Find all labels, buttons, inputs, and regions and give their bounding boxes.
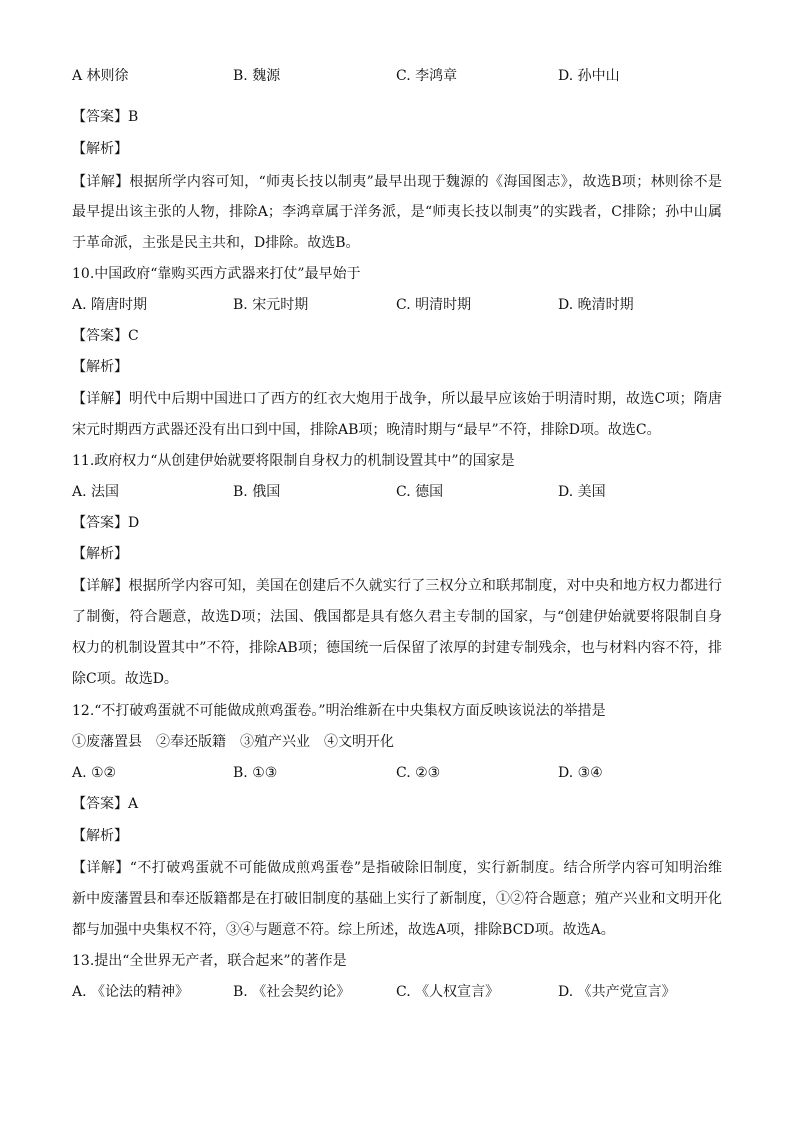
q9-detail-line-3: 于革命派，主张是民主共和，D排除。故选B。 [72,235,360,251]
q12-analysis-heading: 【解析】 [72,828,128,844]
q13-options [72,982,722,1002]
q12-stem: 12.“不打破鸡蛋就不可能做成煎鸡蛋卷。”明治维新在中央集权方面反映该说法的举措是 [72,703,606,719]
q10-option-d: D. 晚清时期 [558,297,634,313]
q10-answer: 【答案】C [72,328,139,344]
q10-option-b: B. 宋元时期 [233,297,309,313]
q12-option-a: A. ①② [72,765,117,781]
q11-detail-line-2: 了制衡，符合题意，故选D项；法国、俄国都是具有悠久君主专制的国家，与“创建伊始就要将限制自身 [72,609,722,625]
q12-detail-line-1: 【详解】“不打破鸡蛋就不可能做成煎鸡蛋卷”是指破除旧制度，实行新制度。结合所学内容可知明治维 [72,860,722,876]
q9-answer: 【答案】B [72,109,139,125]
q11-option-a: A. 法国 [72,484,120,500]
q12-option-b: B. ①③ [233,765,278,781]
q13-option-b: B. 《社会契约论》 [233,984,351,1000]
q10-stem: 10.中国政府“靠购买西方武器来打仗”最早始于 [72,266,361,282]
q12-options [72,763,722,783]
q12-option-c: C. ②③ [396,765,441,781]
q11-detail-line-1: 【详解】根据所学内容可知，美国在创建后不久就实行了三权分立和联邦制度，对中央和地方权力都进行 [72,578,722,594]
q9-options [72,66,722,86]
q13-stem: 13.提出“全世界无产者，联合起来”的著作是 [72,953,347,969]
q10-detail-line-1: 【详解】明代中后期中国进口了西方的红衣大炮用于战争，所以最早应该始于明清时期，故选C项；隋唐 [72,391,722,407]
q10-option-c: C. 明清时期 [396,297,472,313]
q9-option-b: B. 魏源 [233,68,281,84]
q13-option-c: C. 《人权宣言》 [396,984,500,1000]
q13-option-a: A. 《论法的精神》 [72,984,190,1000]
q9-option-a: A 林则徐 [72,68,129,84]
q12-detail-line-2: 新中废藩置县和奉还版籍都是在打破旧制度的基础上实行了新制度，①②符合题意；殖产兴业和文明开化 [72,891,722,907]
q13-option-d: D. 《共产党宣言》 [558,984,676,1000]
q11-analysis-heading: 【解析】 [72,546,128,562]
q11-detail-line-4: 除C项。故选D。 [72,671,178,687]
q12-option-d: D. ③④ [558,765,603,781]
q11-option-c: C. 德国 [396,484,444,500]
q11-detail-line-3: 权力的机制设置其中”不符，排除AB项；德国统一后保留了浓厚的封建专制残余，也与材料内容不符，排 [72,640,722,656]
q10-analysis-heading: 【解析】 [72,359,128,375]
q11-stem: 11.政府权力“从创建伊始就要将限制自身权力的机制设置其中”的国家是 [72,453,515,469]
q10-option-a: A. 隋唐时期 [72,297,148,313]
q9-detail-line-2: 最早提出该主张的人物，排除A；李鸿章属于洋务派，是“师夷长技以制夷”的实践者，C排除；孙中山属 [72,204,722,220]
q9-option-c: C. 李鸿章 [396,68,458,84]
q11-answer: 【答案】D [72,515,140,531]
q10-detail-line-2: 宋元时期西方武器还没有出口到中国，排除AB项；晚清时期与“最早”不符，排除D项。故选C。 [72,422,661,438]
q11-option-d: D. 美国 [558,484,606,500]
q9-analysis-heading: 【解析】 [72,141,128,157]
q11-options [72,482,722,502]
q9-detail-line-1: 【详解】根据所学内容可知，“师夷长技以制夷”最早出现于魏源的《海国图志》，故选B项；林则徐不是 [72,174,722,190]
q11-option-b: B. 俄国 [233,484,281,500]
q9-option-d: D. 孙中山 [558,68,620,84]
q10-options [72,295,722,315]
q12-answer: 【答案】A [72,796,139,812]
q12-items: ①废藩置县 ②奉还版籍 ③殖产兴业 ④文明开化 [72,734,394,750]
q12-detail-line-3: 都与加强中央集权不符，③④与题意不符。综上所述，故选A项，排除BCD项。故选A。 [72,922,615,938]
